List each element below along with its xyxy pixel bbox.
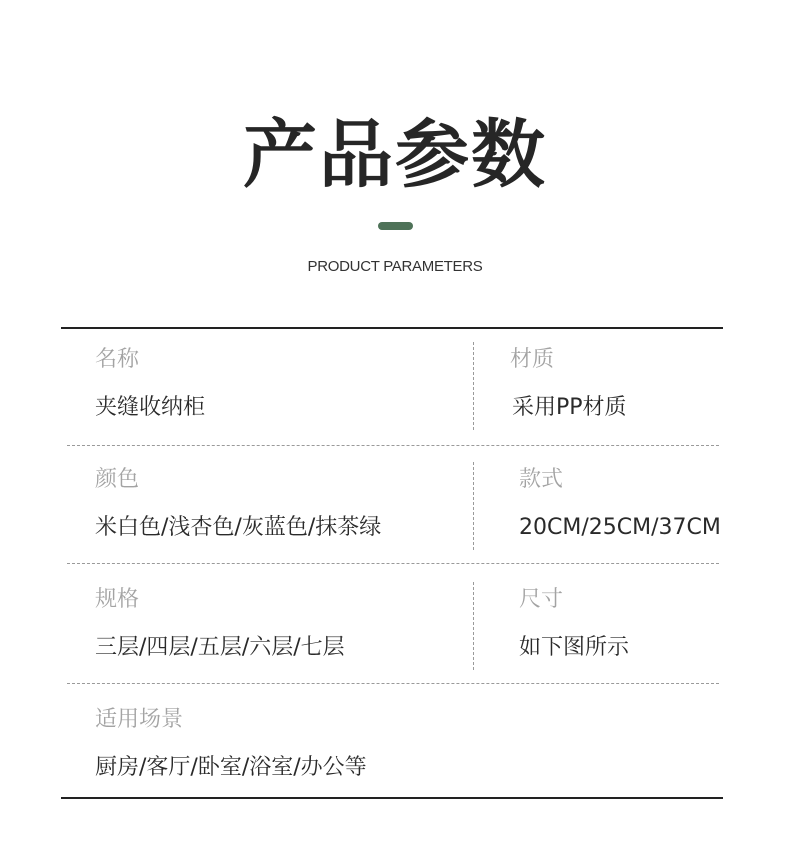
param-value-spec: 三层/四层/五层/六层/七层 xyxy=(95,635,345,660)
table-top-rule xyxy=(61,327,723,329)
param-value-scene: 厨房/客厅/卧室/浴室/办公等 xyxy=(95,755,367,780)
param-label-scene: 适用场景 xyxy=(95,707,184,732)
row-divider xyxy=(67,563,719,564)
column-divider xyxy=(473,342,474,430)
column-divider xyxy=(473,582,474,670)
param-label-style: 款式 xyxy=(519,467,564,492)
param-label-spec: 规格 xyxy=(95,587,140,612)
param-value-name: 夹缝收纳柜 xyxy=(95,395,206,420)
table-bottom-rule xyxy=(61,797,723,799)
param-value-size: 如下图所示 xyxy=(519,635,630,660)
param-value-color: 米白色/浅杏色/灰蓝色/抹茶绿 xyxy=(95,515,382,540)
param-value-style: 20CM/25CM/37CM xyxy=(519,515,721,540)
column-divider xyxy=(473,462,474,550)
param-value-material: 采用PP材质 xyxy=(512,395,627,420)
title-accent-bar xyxy=(378,222,413,230)
row-divider xyxy=(67,683,719,684)
row-divider xyxy=(67,445,719,446)
param-label-material: 材质 xyxy=(510,347,555,372)
param-label-size: 尺寸 xyxy=(519,587,564,612)
page-subtitle: PRODUCT PARAMETERS xyxy=(307,258,483,275)
page-title: 产品参数 xyxy=(243,112,547,198)
param-label-color: 颜色 xyxy=(95,467,140,492)
param-label-name: 名称 xyxy=(95,347,140,372)
